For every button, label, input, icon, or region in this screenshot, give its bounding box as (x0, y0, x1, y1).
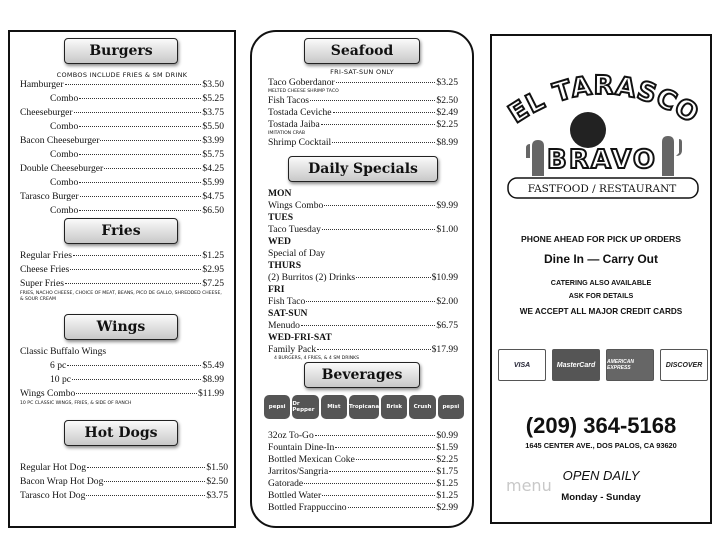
brand-logo: Tropicana (349, 395, 379, 419)
menu-item: Fish Tacos $2.50 (268, 95, 458, 106)
cactus-icon (662, 136, 682, 176)
brand-logo: Crush (409, 395, 435, 419)
open-daily: OPEN DAILY (562, 468, 640, 483)
seafood-note: IMITATION CRAB (268, 131, 306, 136)
menu-item: Fountain Dine-In $1.59 (268, 442, 458, 453)
menu-item: Bacon Cheeseburger $3.99 (20, 135, 224, 146)
menu-item: Shrimp Cocktail $8.99 (268, 137, 458, 148)
restaurant-logo (502, 66, 702, 216)
menu-item: Gatorade $1.25 (268, 478, 458, 489)
menu-item: Tarasco Burger $4.75 (20, 191, 224, 202)
logo-tagline: FASTFOOD / RESTAURANT (527, 183, 677, 195)
amex-icon: AMERICAN EXPRESS (606, 349, 654, 381)
special-day: SAT-SUN (268, 308, 308, 319)
menu-item: Super Fries $7.25 (20, 278, 224, 289)
menu-item: (2) Burritos (2) Drinks $10.99 (268, 272, 458, 283)
service-options: Dine In — Carry Out (543, 252, 659, 266)
menu-item: Combo $6.50 (50, 205, 224, 216)
brand-logo: Mist (321, 395, 347, 419)
menu-item: Taco Tuesday $1.00 (268, 224, 458, 235)
menu-item: Wings Combo $9.99 (268, 200, 458, 211)
menu-item: 10 pc $8.99 (50, 374, 224, 385)
menu-item: Cheeseburger $3.75 (20, 107, 224, 118)
menu-item: Combo $5.25 (50, 93, 224, 104)
menu-item: Tostada Jaiba $2.25 (268, 119, 458, 130)
special-day: FRI (268, 284, 285, 295)
special-day: WED-FRI-SAT (268, 332, 332, 343)
brand-logo: pepsi (438, 395, 464, 419)
family-pack-note: 4 BURGERS, 4 FRIES, & 4 SM DRINKS (274, 356, 360, 361)
special-day: WED (268, 236, 291, 247)
beverages-heading: Beverages (304, 362, 420, 388)
menu-item: Jarritos/Sangria $1.75 (268, 466, 458, 477)
burgers-subtitle: COMBOS INCLUDE FRIES & SM DRINK (56, 71, 188, 79)
menu-panel-left (8, 30, 236, 528)
menu-item: Double Cheeseburger $4.25 (20, 163, 224, 174)
menu-item: 6 pc $5.49 (50, 360, 224, 371)
menu-item: Tostada Ceviche $2.49 (268, 107, 458, 118)
fries-heading: Fries (64, 218, 178, 244)
sun-icon (570, 112, 606, 148)
menu-item: Regular Fries $1.25 (20, 250, 224, 261)
menu-panel-center (250, 30, 474, 528)
burgers-heading: Burgers (64, 38, 178, 64)
brand-logo: Brisk (381, 395, 407, 419)
menu-item: Regular Hot Dog $1.50 (20, 462, 228, 473)
phone-number: (209) 364-5168 (525, 413, 677, 438)
menu-item: Taco Goberdanor $3.25 (268, 77, 458, 88)
menu-item: Cheese Fries $2.95 (20, 264, 224, 275)
credit-cards-text: WE ACCEPT ALL MAJOR CREDIT CARDS (519, 307, 683, 316)
credit-card-logos (498, 349, 708, 381)
cactus-icon (526, 140, 544, 176)
ask-details-text: ASK FOR DETAILS (568, 291, 634, 300)
logo-graphic (502, 66, 702, 216)
mastercard-icon: MasterCard (552, 349, 600, 381)
hotdogs-heading: Hot Dogs (64, 420, 178, 446)
specials-heading: Daily Specials (288, 156, 438, 182)
menu-item: Bottled Water $1.25 (268, 490, 458, 501)
menu-panel-right (490, 34, 712, 524)
beverage-brands (264, 395, 464, 419)
menu-item: Combo $5.75 (50, 149, 224, 160)
seafood-note: MELTED CHEESE SHRIMP TACO (268, 89, 339, 94)
menu-item: Special of Day (268, 248, 326, 259)
menu-item: Tarasco Hot Dog $3.75 (20, 490, 228, 501)
hours: Monday - Sunday (561, 492, 641, 503)
menu-item: Fish Taco $2.00 (268, 296, 458, 307)
wings-heading: Wings (64, 314, 178, 340)
menu-item: Wings Combo $11.99 (20, 388, 224, 399)
special-day: THURS (268, 260, 302, 271)
address: 1645 CENTER AVE., DOS PALOS, CA 93620 (525, 441, 677, 450)
menu-item: 32oz To-Go $0.99 (268, 430, 458, 441)
catering-text: CATERING ALSO AVAILABLE (550, 278, 652, 287)
menu-item: Menudo $6.75 (268, 320, 458, 331)
menu-item: Family Pack $17.99 (268, 344, 458, 355)
logo-title-top: EL TARASCO (503, 70, 702, 130)
seafood-subtitle: FRI-SAT-SUN ONLY (330, 68, 394, 76)
fries-note: FRIES, NACHO CHEESE, CHOICE OF MEAT, BEANS, PICO DE GALLO, SHREDDED CHEESE, & SOUR CREAM (20, 291, 222, 303)
phone-ahead-text: PHONE AHEAD FOR PICK UP ORDERS (521, 234, 681, 244)
menu-item: Combo $5.50 (50, 121, 224, 132)
discover-icon: DISCOVER (660, 349, 708, 381)
special-day: MON (268, 188, 292, 199)
menu-item: Combo $5.99 (50, 177, 224, 188)
watermark: menu (506, 476, 552, 495)
special-day: TUES (268, 212, 294, 223)
wings-note: 10 PC CLASSIC WINGS, FRIES, & SIDE OF RANCH (20, 401, 132, 406)
brand-logo: pepsi (264, 395, 290, 419)
menu-item: Bottled Frappuccino $2.99 (268, 502, 458, 513)
menu-item: Bacon Wrap Hot Dog $2.50 (20, 476, 228, 487)
menu-item: Hamburger $3.50 (20, 79, 224, 90)
menu-item: Bottled Mexican Coke $2.25 (268, 454, 458, 465)
wings-subheading: Classic Buffalo Wings (20, 346, 107, 357)
brand-logo: Dr Pepper (292, 395, 318, 419)
logo-title-bottom: BRAVO (547, 145, 657, 175)
seafood-heading: Seafood (304, 38, 420, 64)
visa-icon: VISA (498, 349, 546, 381)
